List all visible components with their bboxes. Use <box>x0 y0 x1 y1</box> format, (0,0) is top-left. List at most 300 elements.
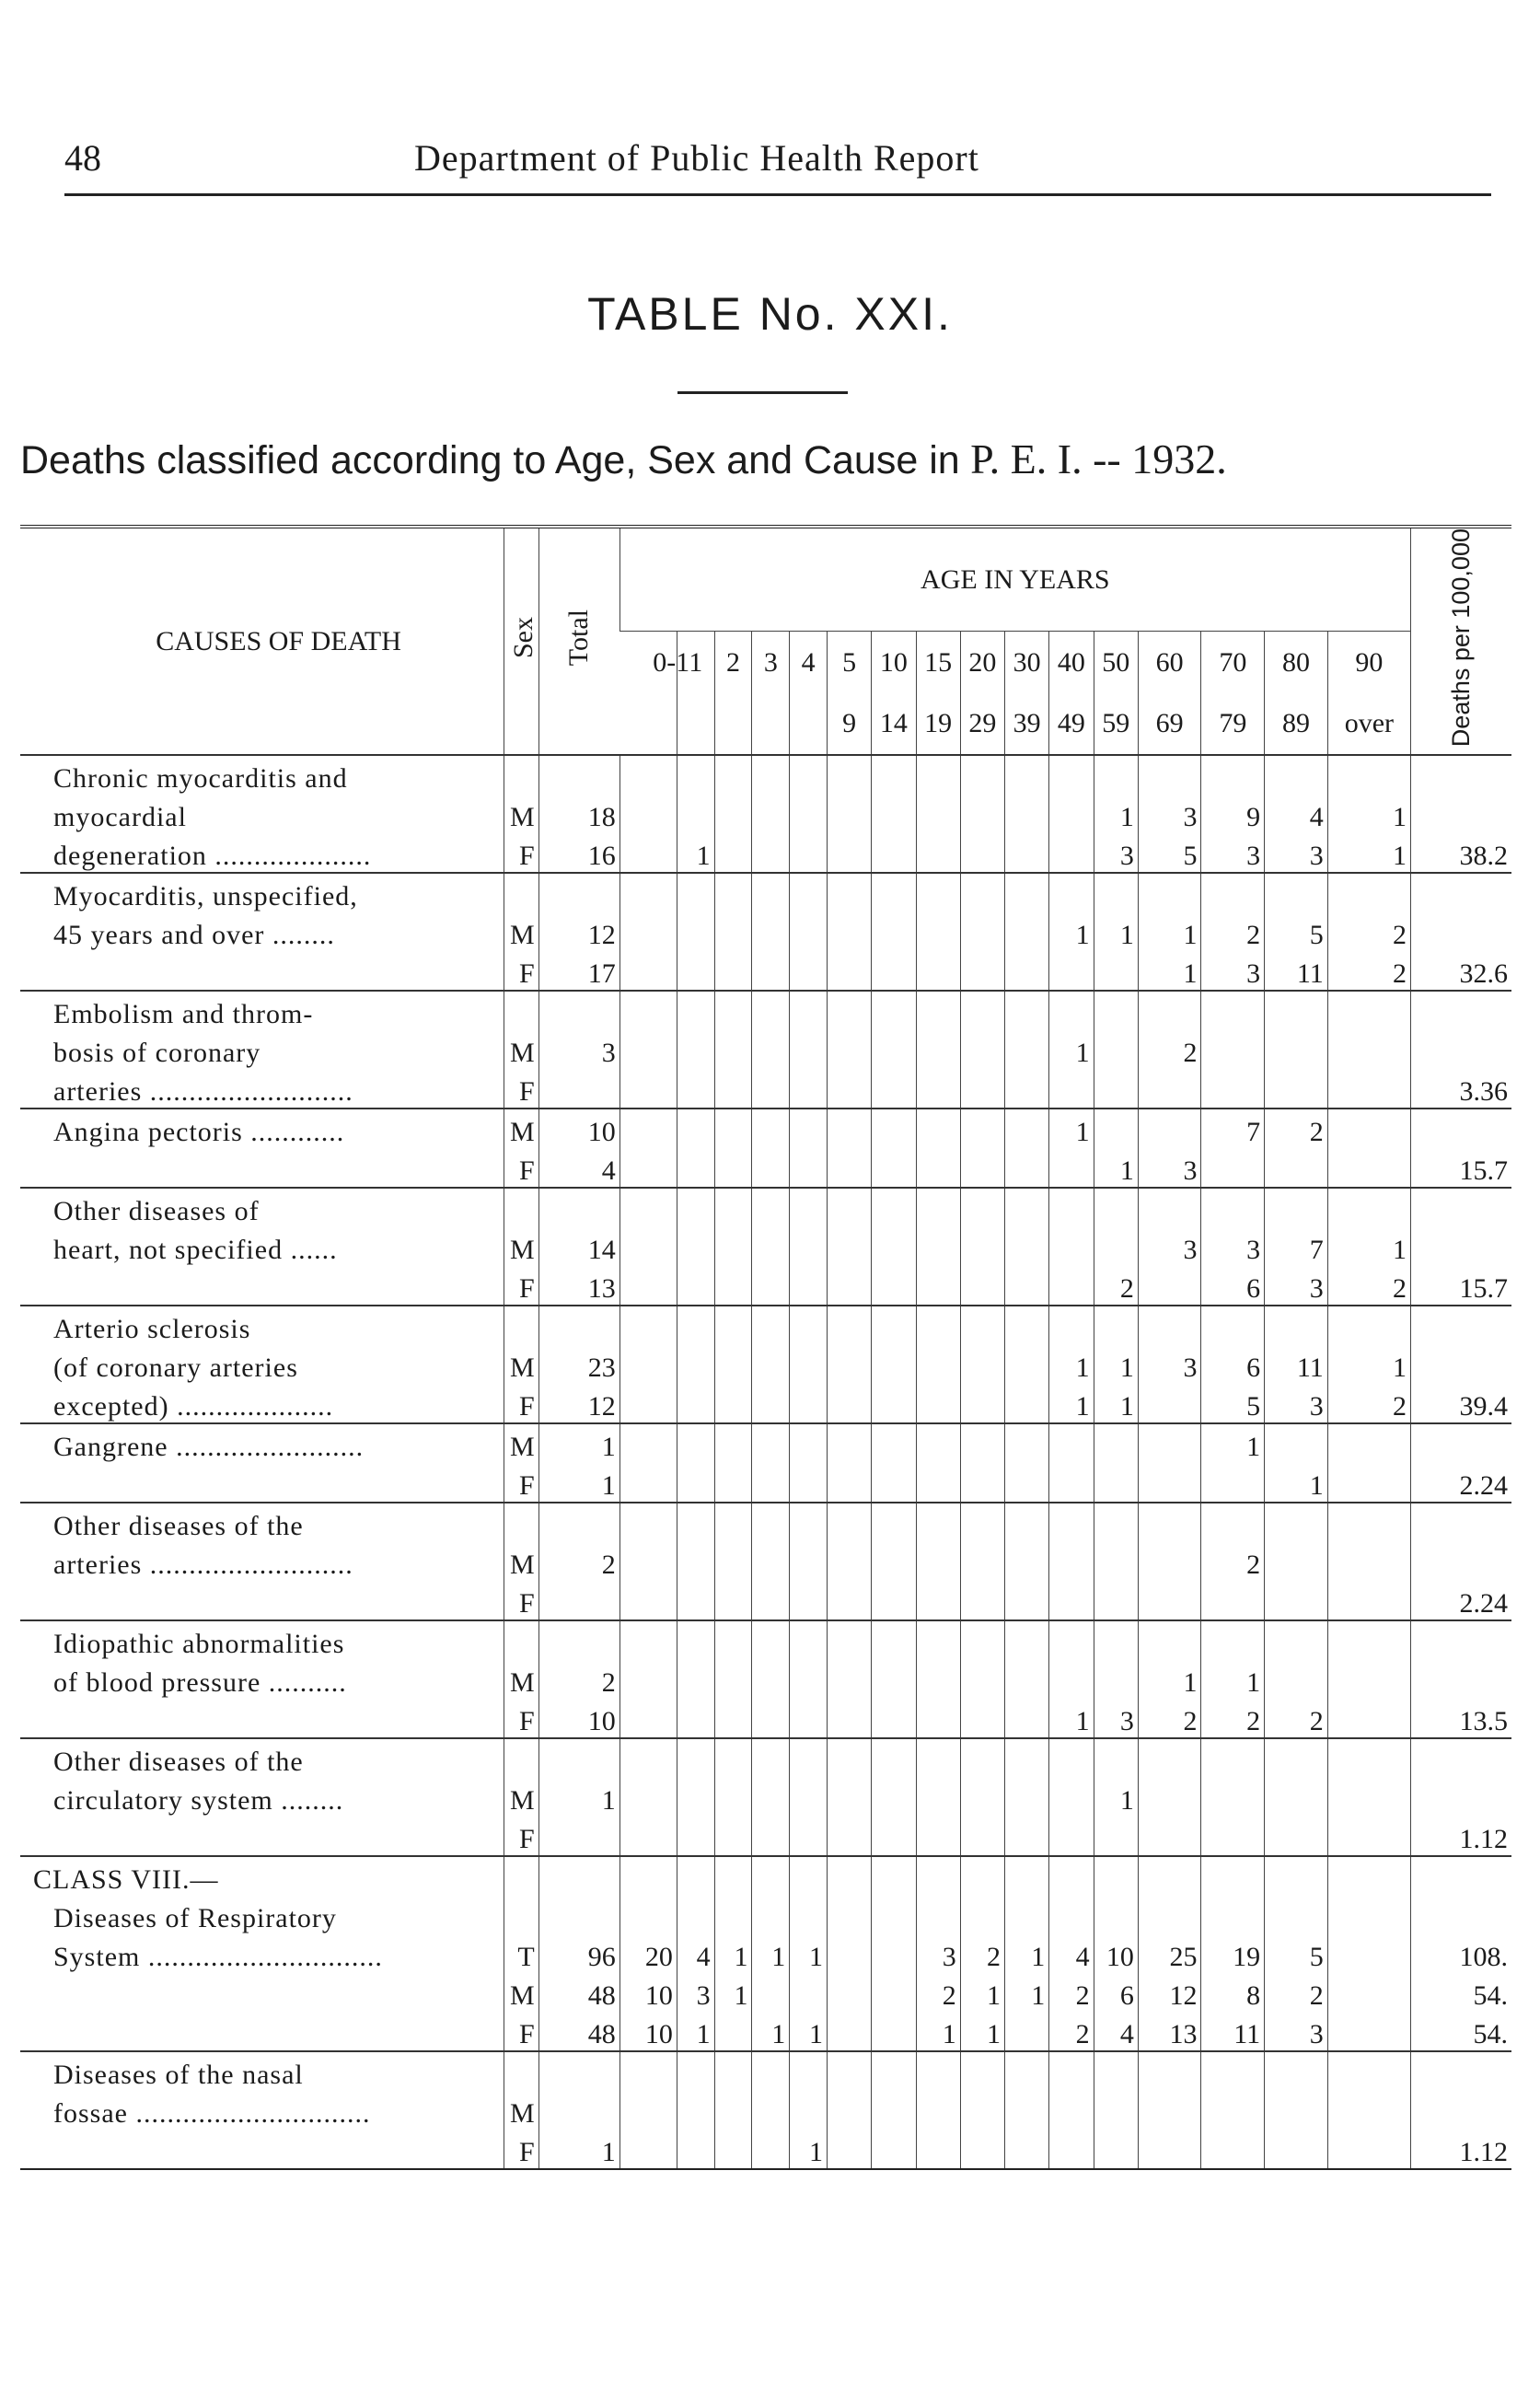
total-cell: 1 <box>538 1778 619 1817</box>
header-row-top <box>20 527 1511 632</box>
age-count-cell <box>1138 1463 1201 1503</box>
age-count-cell <box>1201 991 1265 1030</box>
age-count-cell <box>827 1896 871 1934</box>
age-count-cell <box>827 1856 871 1896</box>
sex-cell: M <box>504 1345 539 1384</box>
death-rate-cell: 3.36 <box>1410 1069 1511 1109</box>
age-count-cell <box>872 912 916 951</box>
age-count-cell: 3 <box>1094 1699 1138 1738</box>
age-count-cell <box>790 1738 828 1778</box>
age-count-cell <box>714 2012 752 2051</box>
sex-cell: F <box>504 833 539 873</box>
age-count-cell <box>960 1778 1004 1817</box>
age-count-cell <box>790 1148 828 1188</box>
death-rate-cell <box>1410 1738 1511 1778</box>
age-group-0-to <box>619 693 677 756</box>
death-rate-cell: 1.12 <box>1410 2130 1511 2169</box>
age-count-cell: 2 <box>1327 1266 1410 1306</box>
age-count-cell <box>1327 1148 1410 1188</box>
age-count-cell <box>916 1109 960 1148</box>
age-count-cell <box>714 991 752 1030</box>
age-count-cell <box>790 1581 828 1620</box>
age-count-cell <box>1094 1620 1138 1660</box>
age-count-cell <box>827 2051 871 2091</box>
age-count-cell <box>1327 755 1410 795</box>
age-count-cell <box>1138 2051 1201 2091</box>
table-row <box>20 1463 1511 1503</box>
cause-label: fossae .............................. <box>53 2098 371 2130</box>
age-count-cell <box>872 1778 916 1817</box>
death-rate-cell <box>1410 1227 1511 1266</box>
age-count-cell: 11 <box>1265 951 1328 991</box>
age-count-cell <box>827 833 871 873</box>
age-count-cell <box>1201 1503 1265 1542</box>
age-count-cell <box>714 1109 752 1148</box>
age-count-cell <box>1265 1148 1328 1188</box>
age-count-cell <box>960 1856 1004 1896</box>
age-count-cell <box>1138 1856 1201 1896</box>
cause-label <box>20 951 504 991</box>
age-count-cell <box>677 2091 714 2130</box>
age-group-11-from: 50 <box>1094 632 1138 693</box>
age-count-cell: 3 <box>1201 833 1265 873</box>
death-rate-cell <box>1410 1542 1511 1581</box>
total-header: Total <box>538 527 619 755</box>
age-count-cell <box>1138 1778 1201 1817</box>
age-count-cell <box>619 1660 677 1699</box>
sex-cell: F <box>504 2130 539 2169</box>
table-number: TABLE No. XXI. <box>587 288 953 340</box>
age-count-cell <box>1201 1620 1265 1660</box>
age-count-cell: 20 <box>619 1934 677 1973</box>
age-count-cell <box>677 912 714 951</box>
total-cell <box>538 1817 619 1856</box>
age-count-cell: 2 <box>1201 912 1265 951</box>
age-count-cell <box>752 1384 790 1423</box>
total-cell: 14 <box>538 1227 619 1266</box>
age-count-cell <box>960 1384 1004 1423</box>
age-count-cell <box>1094 1896 1138 1934</box>
age-count-cell <box>916 1699 960 1738</box>
table-row <box>20 833 1511 873</box>
cause-label: System .............................. <box>53 1942 383 1973</box>
total-cell <box>538 1896 619 1934</box>
age-count-cell <box>1005 1266 1049 1306</box>
age-count-cell: 1 <box>1094 795 1138 833</box>
total-cell <box>538 1188 619 1227</box>
age-count-cell <box>872 1384 916 1423</box>
age-count-cell <box>1049 1463 1094 1503</box>
age-count-cell <box>916 1778 960 1817</box>
sex-cell <box>504 1856 539 1896</box>
age-group-15-to: over <box>1327 693 1410 756</box>
age-count-cell: 3 <box>1265 1384 1328 1423</box>
age-count-cell <box>677 1227 714 1266</box>
age-count-cell <box>1005 873 1049 912</box>
age-count-cell <box>960 1503 1004 1542</box>
age-count-cell: 2 <box>1049 2012 1094 2051</box>
sex-cell: M <box>504 795 539 833</box>
age-count-cell <box>960 1581 1004 1620</box>
age-count-cell: 1 <box>1327 833 1410 873</box>
death-rate-cell: 32.6 <box>1410 951 1511 991</box>
table-row <box>20 951 1511 991</box>
sex-cell: F <box>504 1817 539 1856</box>
age-count-cell: 5 <box>1265 1934 1328 1973</box>
age-count-cell <box>677 1069 714 1109</box>
age-count-cell <box>1265 1660 1328 1699</box>
age-count-cell <box>714 1856 752 1896</box>
age-count-cell <box>752 1030 790 1069</box>
total-cell: 48 <box>538 1973 619 2012</box>
age-count-cell <box>1327 1896 1410 1934</box>
age-count-cell: 3 <box>1138 1148 1201 1188</box>
age-count-cell: 12 <box>1138 1973 1201 2012</box>
age-group-8-from: 20 <box>960 632 1004 693</box>
age-count-cell: 2 <box>916 1973 960 2012</box>
age-count-cell <box>752 1620 790 1660</box>
age-count-cell: 1 <box>714 1973 752 2012</box>
age-count-cell <box>827 795 871 833</box>
age-count-cell <box>1265 2091 1328 2130</box>
age-count-cell <box>714 1345 752 1384</box>
age-count-cell <box>916 1542 960 1581</box>
age-count-cell <box>790 1620 828 1660</box>
age-group-3-to <box>752 693 790 756</box>
total-cell <box>538 2091 619 2130</box>
age-count-cell: 3 <box>1138 1227 1201 1266</box>
table-row <box>20 2091 1511 2130</box>
age-count-cell <box>916 1188 960 1227</box>
age-count-cell <box>714 912 752 951</box>
age-count-cell: 1 <box>1094 1384 1138 1423</box>
age-group-1-from: 1 <box>677 632 714 693</box>
age-count-cell <box>872 1266 916 1306</box>
age-count-cell <box>960 1030 1004 1069</box>
age-count-cell <box>1265 991 1328 1030</box>
age-count-cell: 4 <box>1265 795 1328 833</box>
age-count-cell <box>1005 1660 1049 1699</box>
age-count-cell <box>752 1345 790 1384</box>
age-count-cell: 6 <box>1201 1266 1265 1306</box>
age-count-cell <box>677 873 714 912</box>
age-count-cell <box>619 1227 677 1266</box>
age-count-cell <box>790 1384 828 1423</box>
age-count-cell <box>960 1423 1004 1463</box>
total-cell: 4 <box>538 1148 619 1188</box>
age-count-cell: 2 <box>1265 1109 1328 1148</box>
age-count-cell <box>1094 1856 1138 1896</box>
age-count-cell <box>1327 2091 1410 2130</box>
report-title: Department of Public Health Report <box>414 137 979 179</box>
age-group-6-to: 14 <box>872 693 916 756</box>
death-rate-cell: 54. <box>1410 1973 1511 2012</box>
age-count-cell <box>1094 2051 1138 2091</box>
age-count-cell <box>1094 873 1138 912</box>
age-count-cell <box>752 1503 790 1542</box>
age-count-cell <box>677 2051 714 2091</box>
cause-label: Gangrene ........................ <box>20 1423 504 1463</box>
age-count-cell <box>714 951 752 991</box>
age-count-cell <box>960 2091 1004 2130</box>
age-count-cell <box>1138 1306 1201 1345</box>
age-count-cell <box>960 951 1004 991</box>
total-cell <box>538 1856 619 1896</box>
age-count-cell <box>1005 1699 1049 1738</box>
age-count-cell <box>619 1463 677 1503</box>
age-count-cell: 3 <box>1265 833 1328 873</box>
death-rate-cell: 38.2 <box>1410 833 1511 873</box>
age-count-cell <box>1138 1188 1201 1227</box>
total-cell: 2 <box>538 1542 619 1581</box>
total-cell <box>538 1306 619 1345</box>
cause-label: myocardial <box>53 802 187 833</box>
sex-cell: M <box>504 1542 539 1581</box>
age-count-cell <box>714 1660 752 1699</box>
age-count-cell <box>1265 1030 1328 1069</box>
age-count-cell <box>752 1188 790 1227</box>
cause-label: Chronic myocarditis and <box>20 755 504 795</box>
age-count-cell: 1 <box>1201 1423 1265 1463</box>
age-count-cell <box>677 1148 714 1188</box>
table-caption <box>20 435 1227 483</box>
age-count-cell <box>619 1699 677 1738</box>
age-count-cell: 5 <box>1201 1384 1265 1423</box>
death-rate-cell <box>1410 2091 1511 2130</box>
death-rate-cell <box>1410 1306 1511 1345</box>
age-count-cell <box>1201 1148 1265 1188</box>
age-count-cell: 2 <box>1138 1030 1201 1069</box>
age-count-cell <box>1005 1306 1049 1345</box>
age-count-cell <box>752 991 790 1030</box>
age-count-cell <box>1005 1896 1049 1934</box>
age-group-10-from: 40 <box>1049 632 1094 693</box>
age-count-cell: 4 <box>1049 1934 1094 1973</box>
age-group-9-from: 30 <box>1005 632 1049 693</box>
age-count-cell <box>1005 1069 1049 1109</box>
age-count-cell <box>790 991 828 1030</box>
age-count-cell: 1 <box>1327 1345 1410 1384</box>
age-count-cell <box>960 2130 1004 2169</box>
sex-cell: M <box>504 1660 539 1699</box>
age-count-cell <box>790 1660 828 1699</box>
age-count-cell <box>827 1738 871 1778</box>
age-count-cell <box>619 1423 677 1463</box>
table-row <box>20 1503 1511 1542</box>
age-count-cell: 10 <box>619 2012 677 2051</box>
age-count-cell: 1 <box>1094 1148 1138 1188</box>
age-group-0-from: 0-1 <box>619 632 677 693</box>
age-count-cell <box>752 1542 790 1581</box>
page-header <box>64 129 1491 196</box>
age-count-cell <box>1138 755 1201 795</box>
age-count-cell <box>1005 1148 1049 1188</box>
age-count-cell <box>1327 1738 1410 1778</box>
age-count-cell: 5 <box>1138 833 1201 873</box>
age-count-cell <box>1265 1542 1328 1581</box>
age-count-cell <box>827 1581 871 1620</box>
age-count-cell: 25 <box>1138 1934 1201 1973</box>
age-count-cell <box>1094 1227 1138 1266</box>
age-count-cell <box>619 1030 677 1069</box>
age-group-11-to: 59 <box>1094 693 1138 756</box>
age-count-cell <box>619 1306 677 1345</box>
age-count-cell <box>1327 2051 1410 2091</box>
age-count-cell <box>619 1503 677 1542</box>
age-count-cell <box>827 1423 871 1463</box>
title-rule <box>677 391 848 394</box>
death-rate-cell <box>1410 795 1511 833</box>
age-count-cell <box>872 1973 916 2012</box>
total-cell: 3 <box>538 1030 619 1069</box>
death-rate-cell: 15.7 <box>1410 1266 1511 1306</box>
age-count-cell <box>1049 1817 1094 1856</box>
age-count-cell <box>1201 2091 1265 2130</box>
age-count-cell <box>1138 2091 1201 2130</box>
age-count-cell <box>790 1542 828 1581</box>
cause-label: Diseases of the nasal <box>20 2051 504 2091</box>
cause-label: Myocarditis, unspecified, <box>20 873 504 912</box>
age-count-cell <box>714 1423 752 1463</box>
age-count-cell <box>827 1188 871 1227</box>
age-count-cell <box>752 1896 790 1934</box>
sex-cell <box>504 1738 539 1778</box>
age-count-cell <box>619 912 677 951</box>
sex-cell: F <box>504 1384 539 1423</box>
age-count-cell: 3 <box>916 1934 960 1973</box>
age-count-cell <box>916 1817 960 1856</box>
age-count-cell <box>752 1266 790 1306</box>
cause-label <box>20 2130 504 2169</box>
age-count-cell <box>790 1109 828 1148</box>
table-row <box>20 1069 1511 1109</box>
age-count-cell: 1 <box>1201 1660 1265 1699</box>
total-cell: 1 <box>538 1463 619 1503</box>
age-count-cell <box>752 1306 790 1345</box>
age-count-cell <box>752 1738 790 1778</box>
age-count-cell <box>827 1306 871 1345</box>
age-count-cell <box>827 1030 871 1069</box>
age-count-cell <box>1094 1030 1138 1069</box>
total-cell: 18 <box>538 795 619 833</box>
age-count-cell <box>790 1227 828 1266</box>
age-count-cell: 1 <box>1327 1227 1410 1266</box>
age-count-cell <box>790 1423 828 1463</box>
cause-label: Idiopathic abnormalities <box>20 1620 504 1660</box>
age-count-cell <box>1327 1069 1410 1109</box>
age-count-cell <box>677 951 714 991</box>
age-count-cell <box>1201 1896 1265 1934</box>
age-count-cell <box>827 1620 871 1660</box>
age-count-cell <box>1265 755 1328 795</box>
age-count-cell <box>1005 1463 1049 1503</box>
cause-label: of blood pressure .......... <box>53 1667 347 1699</box>
age-count-cell <box>1138 1266 1201 1306</box>
age-count-cell <box>1327 1699 1410 1738</box>
table-row <box>20 1109 1511 1148</box>
age-count-cell <box>1049 833 1094 873</box>
age-count-cell <box>1049 1581 1094 1620</box>
age-count-cell <box>872 1030 916 1069</box>
table-row <box>20 1699 1511 1738</box>
age-count-cell <box>1265 1620 1328 1660</box>
age-count-cell: 1 <box>790 2130 828 2169</box>
age-count-cell <box>1138 1896 1201 1934</box>
age-count-cell <box>827 2091 871 2130</box>
age-count-cell: 2 <box>960 1934 1004 1973</box>
table-row <box>20 873 1511 912</box>
age-count-cell <box>872 1581 916 1620</box>
age-count-cell <box>916 1227 960 1266</box>
age-count-cell <box>714 1817 752 1856</box>
age-count-cell <box>872 1934 916 1973</box>
age-count-cell: 1 <box>752 1934 790 1973</box>
death-rate-cell <box>1410 1423 1511 1463</box>
age-count-cell: 2 <box>1327 1384 1410 1423</box>
age-count-cell <box>1005 951 1049 991</box>
age-count-cell <box>872 2051 916 2091</box>
total-cell: 1 <box>538 1423 619 1463</box>
age-count-cell <box>714 1306 752 1345</box>
age-count-cell <box>1005 1817 1049 1856</box>
age-count-cell <box>1138 1109 1201 1148</box>
age-group-14-to: 89 <box>1265 693 1328 756</box>
age-count-cell: 1 <box>752 2012 790 2051</box>
age-count-cell <box>714 2051 752 2091</box>
age-count-cell <box>714 833 752 873</box>
age-count-cell <box>960 1148 1004 1188</box>
age-count-cell <box>752 1581 790 1620</box>
age-count-cell: 1 <box>1094 1778 1138 1817</box>
age-count-cell <box>790 755 828 795</box>
age-count-cell <box>714 755 752 795</box>
age-count-cell <box>1138 1620 1201 1660</box>
age-count-cell <box>619 1542 677 1581</box>
age-count-cell <box>1005 1778 1049 1817</box>
age-count-cell <box>1327 1817 1410 1856</box>
age-count-cell <box>1049 1778 1094 1817</box>
age-count-cell <box>677 1699 714 1738</box>
age-count-cell <box>1049 795 1094 833</box>
age-count-cell <box>916 1738 960 1778</box>
age-count-cell <box>1138 1503 1201 1542</box>
age-count-cell <box>1005 2091 1049 2130</box>
caption-text: Deaths classified according to Age, Sex and Cause in <box>20 438 960 482</box>
total-cell <box>538 1503 619 1542</box>
age-count-cell <box>1005 912 1049 951</box>
age-count-cell <box>960 1069 1004 1109</box>
age-count-cell <box>790 1973 828 2012</box>
age-group-2-to <box>714 693 752 756</box>
total-cell: 23 <box>538 1345 619 1384</box>
age-count-cell <box>790 1896 828 1934</box>
age-group-1-to <box>677 693 714 756</box>
age-count-cell <box>1138 1384 1201 1423</box>
age-count-cell <box>1265 1423 1328 1463</box>
caption-place-year: P. E. I. -- 1932. <box>970 435 1227 482</box>
cause-label: degeneration .................... <box>53 841 372 872</box>
age-count-cell <box>714 1030 752 1069</box>
age-count-cell <box>677 1738 714 1778</box>
age-count-cell <box>1265 873 1328 912</box>
age-count-cell <box>960 1345 1004 1384</box>
age-count-cell <box>714 1188 752 1227</box>
cause-label <box>20 1463 504 1503</box>
age-count-cell <box>827 873 871 912</box>
age-count-cell <box>677 1030 714 1069</box>
age-count-cell <box>827 912 871 951</box>
age-count-cell <box>960 1620 1004 1660</box>
